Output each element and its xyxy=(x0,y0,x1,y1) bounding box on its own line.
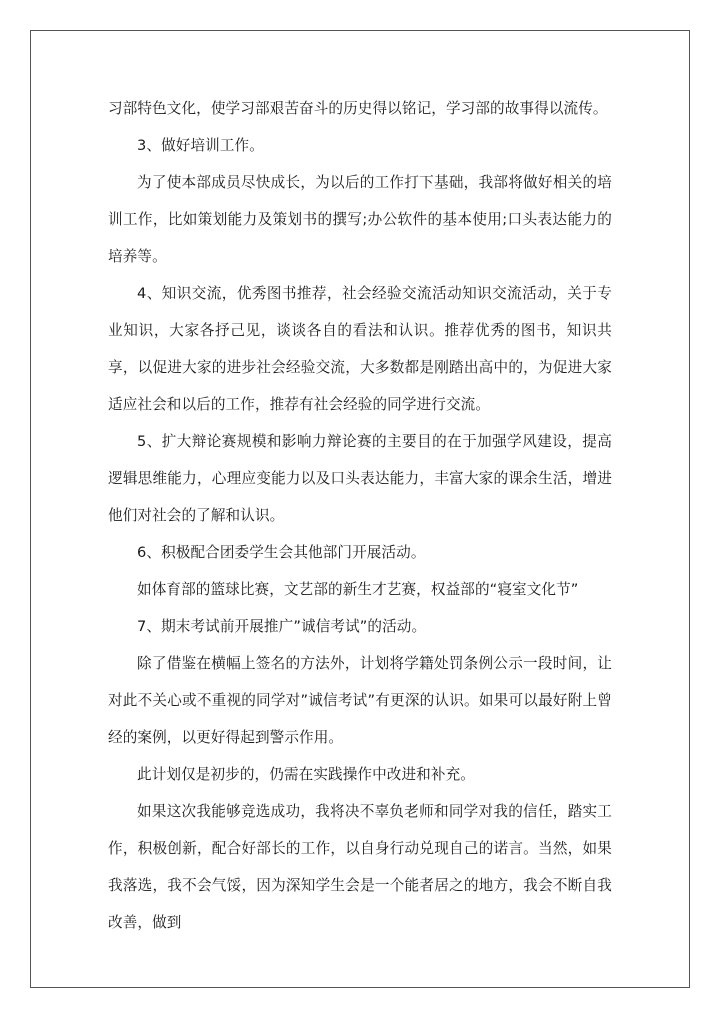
heading-item-7: 7、期末考试前开展推广”诚信考试”的活动。 xyxy=(137,618,427,635)
paragraph-integrity: 除了借鉴在横幅上签名的方法外，计划将学籍处罚条例公示一段时间，让对此不关心或不重视的同学对”诚信考试”有更深的认识。如果可以最好附上曾经的案例，以更好得起到警示作用。 xyxy=(108,655,612,746)
paragraph-training: 为了使本部成员尽快成长，为以后的工作打下基础，我部将做好相关的培训工作，比如策划能力及策划书的撰写;办公软件的基本使用;口头表达能力的培养等。 xyxy=(108,174,612,265)
heading-item-3: 3、做好培训工作。 xyxy=(137,137,264,154)
heading-item-5: 5、扩大辩论赛规模和影响力辩论赛的主要目的在于加强学风建设，提高逻辑思维能力，心理应变能力以及口头表达能力，丰富大家的课余生活，增进他们对社会的了解和认识。 xyxy=(108,433,612,524)
heading-item-6: 6、积极配合团委学生会其他部门开展活动。 xyxy=(137,544,426,561)
paragraph-continuation: 习部特色文化，使学习部艰苦奋斗的历史得以铭记，学习部的故事得以流传。 xyxy=(108,100,608,117)
paragraph-closing: 如果这次我能够竞选成功，我将决不辜负老师和同学对我的信任，踏实工作，积极创新，配合好部长的工作，以自身行动兑现自己的诺言。当然，如果我落选，我不会气馁，因为深知学生会是一个能者居之的地方，我会不断自我改善，做到 xyxy=(108,803,612,931)
paragraph-plan-note: 此计划仅是初步的，仍需在实践操作中改进和补充。 xyxy=(137,766,475,783)
heading-item-4: 4、知识交流，优秀图书推荐，社会经验交流活动知识交流活动，关于专业知识，大家各抒己见，谈谈各自的看法和认识。推荐优秀的图书，知识共享，以促进大家的进步社会经验交流，大多数都是刚踏出高中的，为促进大家适应社会和以后的工作，推荐有社会经验的同学进行交流。 xyxy=(108,285,612,413)
paragraph-activities: 如体育部的篮球比赛，文艺部的新生才艺赛，权益部的“寝室文化节” xyxy=(137,581,579,598)
document-body xyxy=(108,90,612,941)
